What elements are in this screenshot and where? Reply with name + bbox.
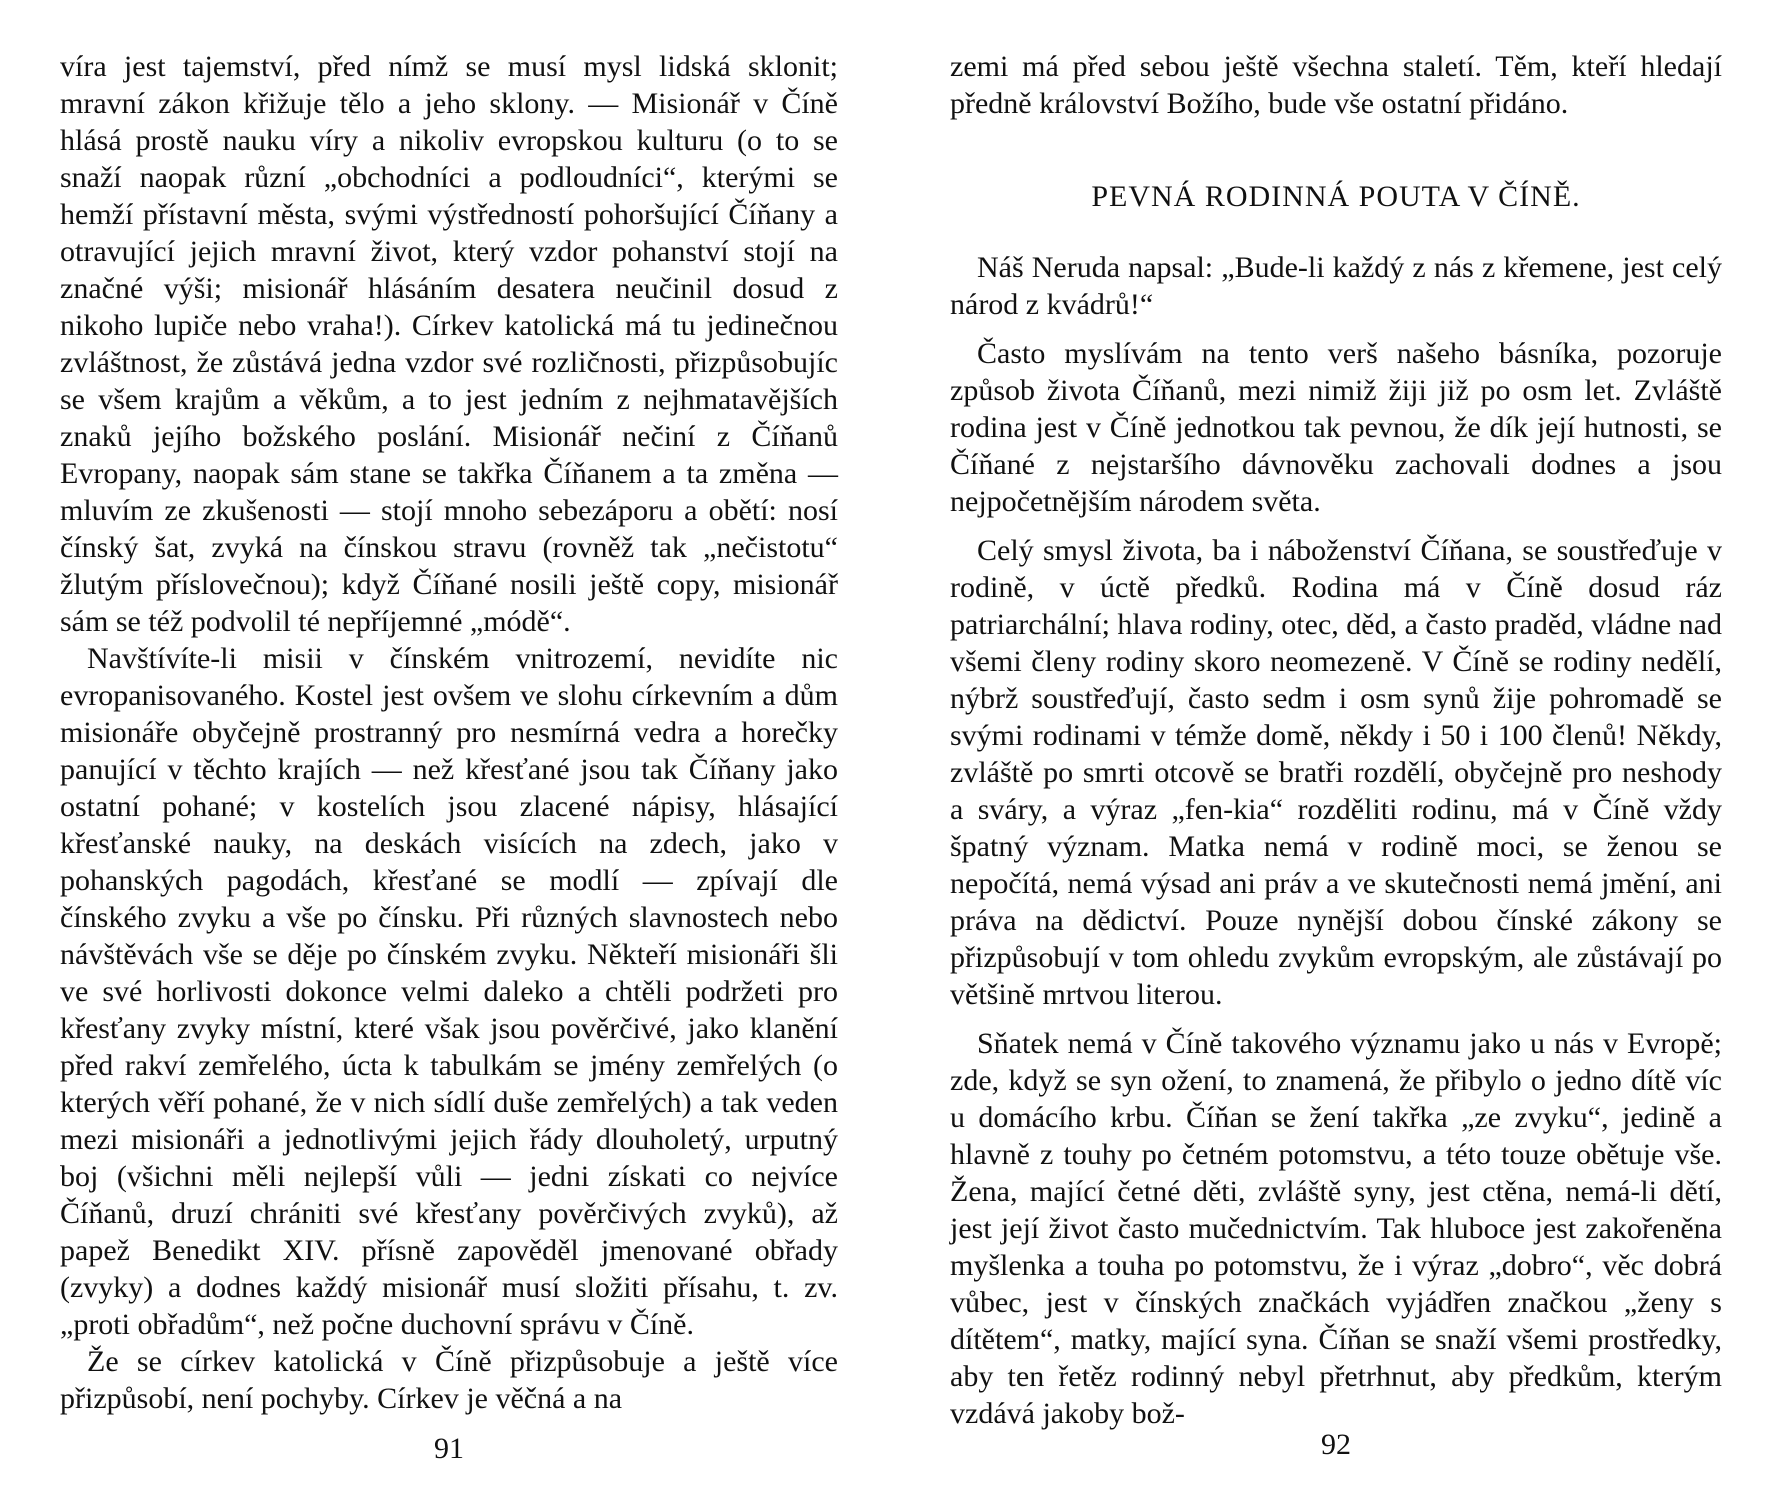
right-intro-paragraph: zemi má před sebou ještě všechna staletí. Těm, kteří hledají předně království Božího, bude vše ostatní přidáno.	[950, 50, 1722, 120]
right-paragraph-4: Sňatek nemá v Číně takového významu jako u nás v Evropě; zde, když se syn ožení, to znamená, že přibylo o jedno dítě víc u domácího krbu. Číňan se žení takřka „ze zvyku“, jedině a hlavně z touhy po četném potomstvu, a této touze obětuje vše. Žena, mající četné děti, zvláště syny, jest ctěna, nemá-li dětí, jest její život často mučednictvím. Tak hluboce jest zakořeněna myšlenka a touha po potomstvu, že i výraz „dobro“, věc dobrá vůbec, jest v čínských značkách vyjádřen značkou „ženy s dítětem“, matky, mající syna. Číňan se snaží všemi prostředky, aby ten řetěz rodinný nebyl přetrhnut, aby předkům, kterým vzdává jakoby bož-	[950, 1027, 1722, 1430]
section-title: PEVNÁ RODINNÁ POUTA V ČÍNĚ.	[1091, 180, 1581, 213]
left-page	[60, 48, 838, 1417]
right-paragraph-3: Celý smysl života, ba i náboženství Číňana, se soustřeďuje v rodině, v úctě předků. Rodina má v Číně dosud ráz patriarchální; hlava rodiny, otec, děd, a často praděd, vládne nad všemi členy rodiny skoro neomezeně. V Číně se rodiny nedělí, nýbrž soustřeďují, často sedm i osm synů žije pohromadě se svými rodinami v témže domě, někdy i 50 i 100 členů! Někdy, zvláště po smrti otcově se bratři rozdělí, obyčejně pro neshody a sváry, a výraz „fen-kia“ rozděliti rodinu, má v Číně vždy špatný význam. Matka nemá v rodině moci, se ženou se nepočítá, nemá výsad ani práv a ve skutečnosti nemá jmění, ani práva na dědictví. Pouze nynější dobou čínské zákony se přizpůsobují v tom ohledu zvykům evropským, ale zůstávají po většině mrtvou literou.	[950, 534, 1722, 1011]
right-paragraph-2: Často myslívám na tento verš našeho básníka, pozoruje způsob života Číňanů, mezi nimiž žiji již po osm let. Zvláště rodina jest v Číně jednotkou tak pevnou, že dík její hutnosti, se Číňané z nejstaršího dávnověku zachovali dodnes a jsou nejpočetnějším národem světa.	[950, 337, 1722, 518]
left-paragraph-3: Že se církev katolická v Číně přizpůsobuje a ještě více přizpůsobí, není pochyby. Církev je věčná a na	[60, 1345, 838, 1415]
left-paragraph-1: víra jest tajemství, před nímž se musí mysl lidská sklonit; mravní zákon křižuje tělo a jeho sklony. — Misionář v Číně hlásá prostě nauku víry a nikoliv evropskou kulturu (o to se snaží naopak různí „obchodníci a podloudníci“, kterými se hemží přístavní města, svými výstředností pohoršující Číňany a otravující jejich mravní život, který vzdor pohanství stojí na značné výši; misionář hlásáním desatera neučinil dosud z nikoho lupiče nebo vraha!). Církev katolická má tu jedinečnou zvláštnost, že zůstává jedna vzdor své rozličnosti, přizpůsobujíc se všem krajům a věkům, a to jest jedním z nejhmatavějších znaků jejího božského poslání. Misionář nečiní z Číňanů Evropany, naopak sám stane se takřka Číňanem a ta změna — mluvím ze zkušenosti — stojí mnoho sebezáporu a obětí: nosí čínský šat, zvyká na čínskou stravu (rovněž tak „nečistotu“ žlutým příslovečnou); když Číňané nosili ještě copy, misionář sám se též podvolil té nepříjemné „módě“.	[60, 50, 838, 638]
right-page	[950, 48, 1722, 1432]
right-page-number: 92	[1321, 1428, 1351, 1461]
right-paragraph-1: Náš Neruda napsal: „Bude-li každý z nás z křemene, jest celý národ z kvádrů!“	[950, 251, 1722, 321]
left-page-number: 91	[434, 1432, 464, 1465]
left-paragraph-2: Navštívíte-li misii v čínském vnitrozemí, nevidíte nic evropanisovaného. Kostel jest ovšem ve slohu církevním a dům misionáře obyčejně prostranný pro nesmírná vedra a horečky panující v těchto krajích — než křesťané jsou tak Číňany jako ostatní pohané; v kostelích jsou zlacené nápisy, hlásající křesťanské nauky, na deskách visících na zdech, jako v pohanských pagodách, křesťané se modlí — zpívají dle čínského zvyku a vše po čínsku. Při různých slavnostech nebo návštěvách vše se děje po čínském zvyku. Někteří misionáři šli ve své horlivosti dokonce velmi daleko a chtěli podržeti pro křesťany zvyky místní, které však jsou pověrčivé, jako klanění před rakví zemřelého, úcta k tabulkám se jmény zemřelých (o kterých věří pohané, že v nich sídlí duše zemřelých) a tak veden mezi misionáři a jednotlivými jejich řády dlouholetý, urputný boj (všichni měli nejlepší vůli — jedni získati co nejvíce Číňanů, druzí chrániti své křesťany pověrčivých zvyků), až papež Benedikt XIV. přísně zapověděl jmenované obřady (zvyky) a dodnes každý misionář musí složiti přísahu, t. zv. „proti obřadům“, než počne duchovní správu v Číně.	[60, 642, 838, 1341]
